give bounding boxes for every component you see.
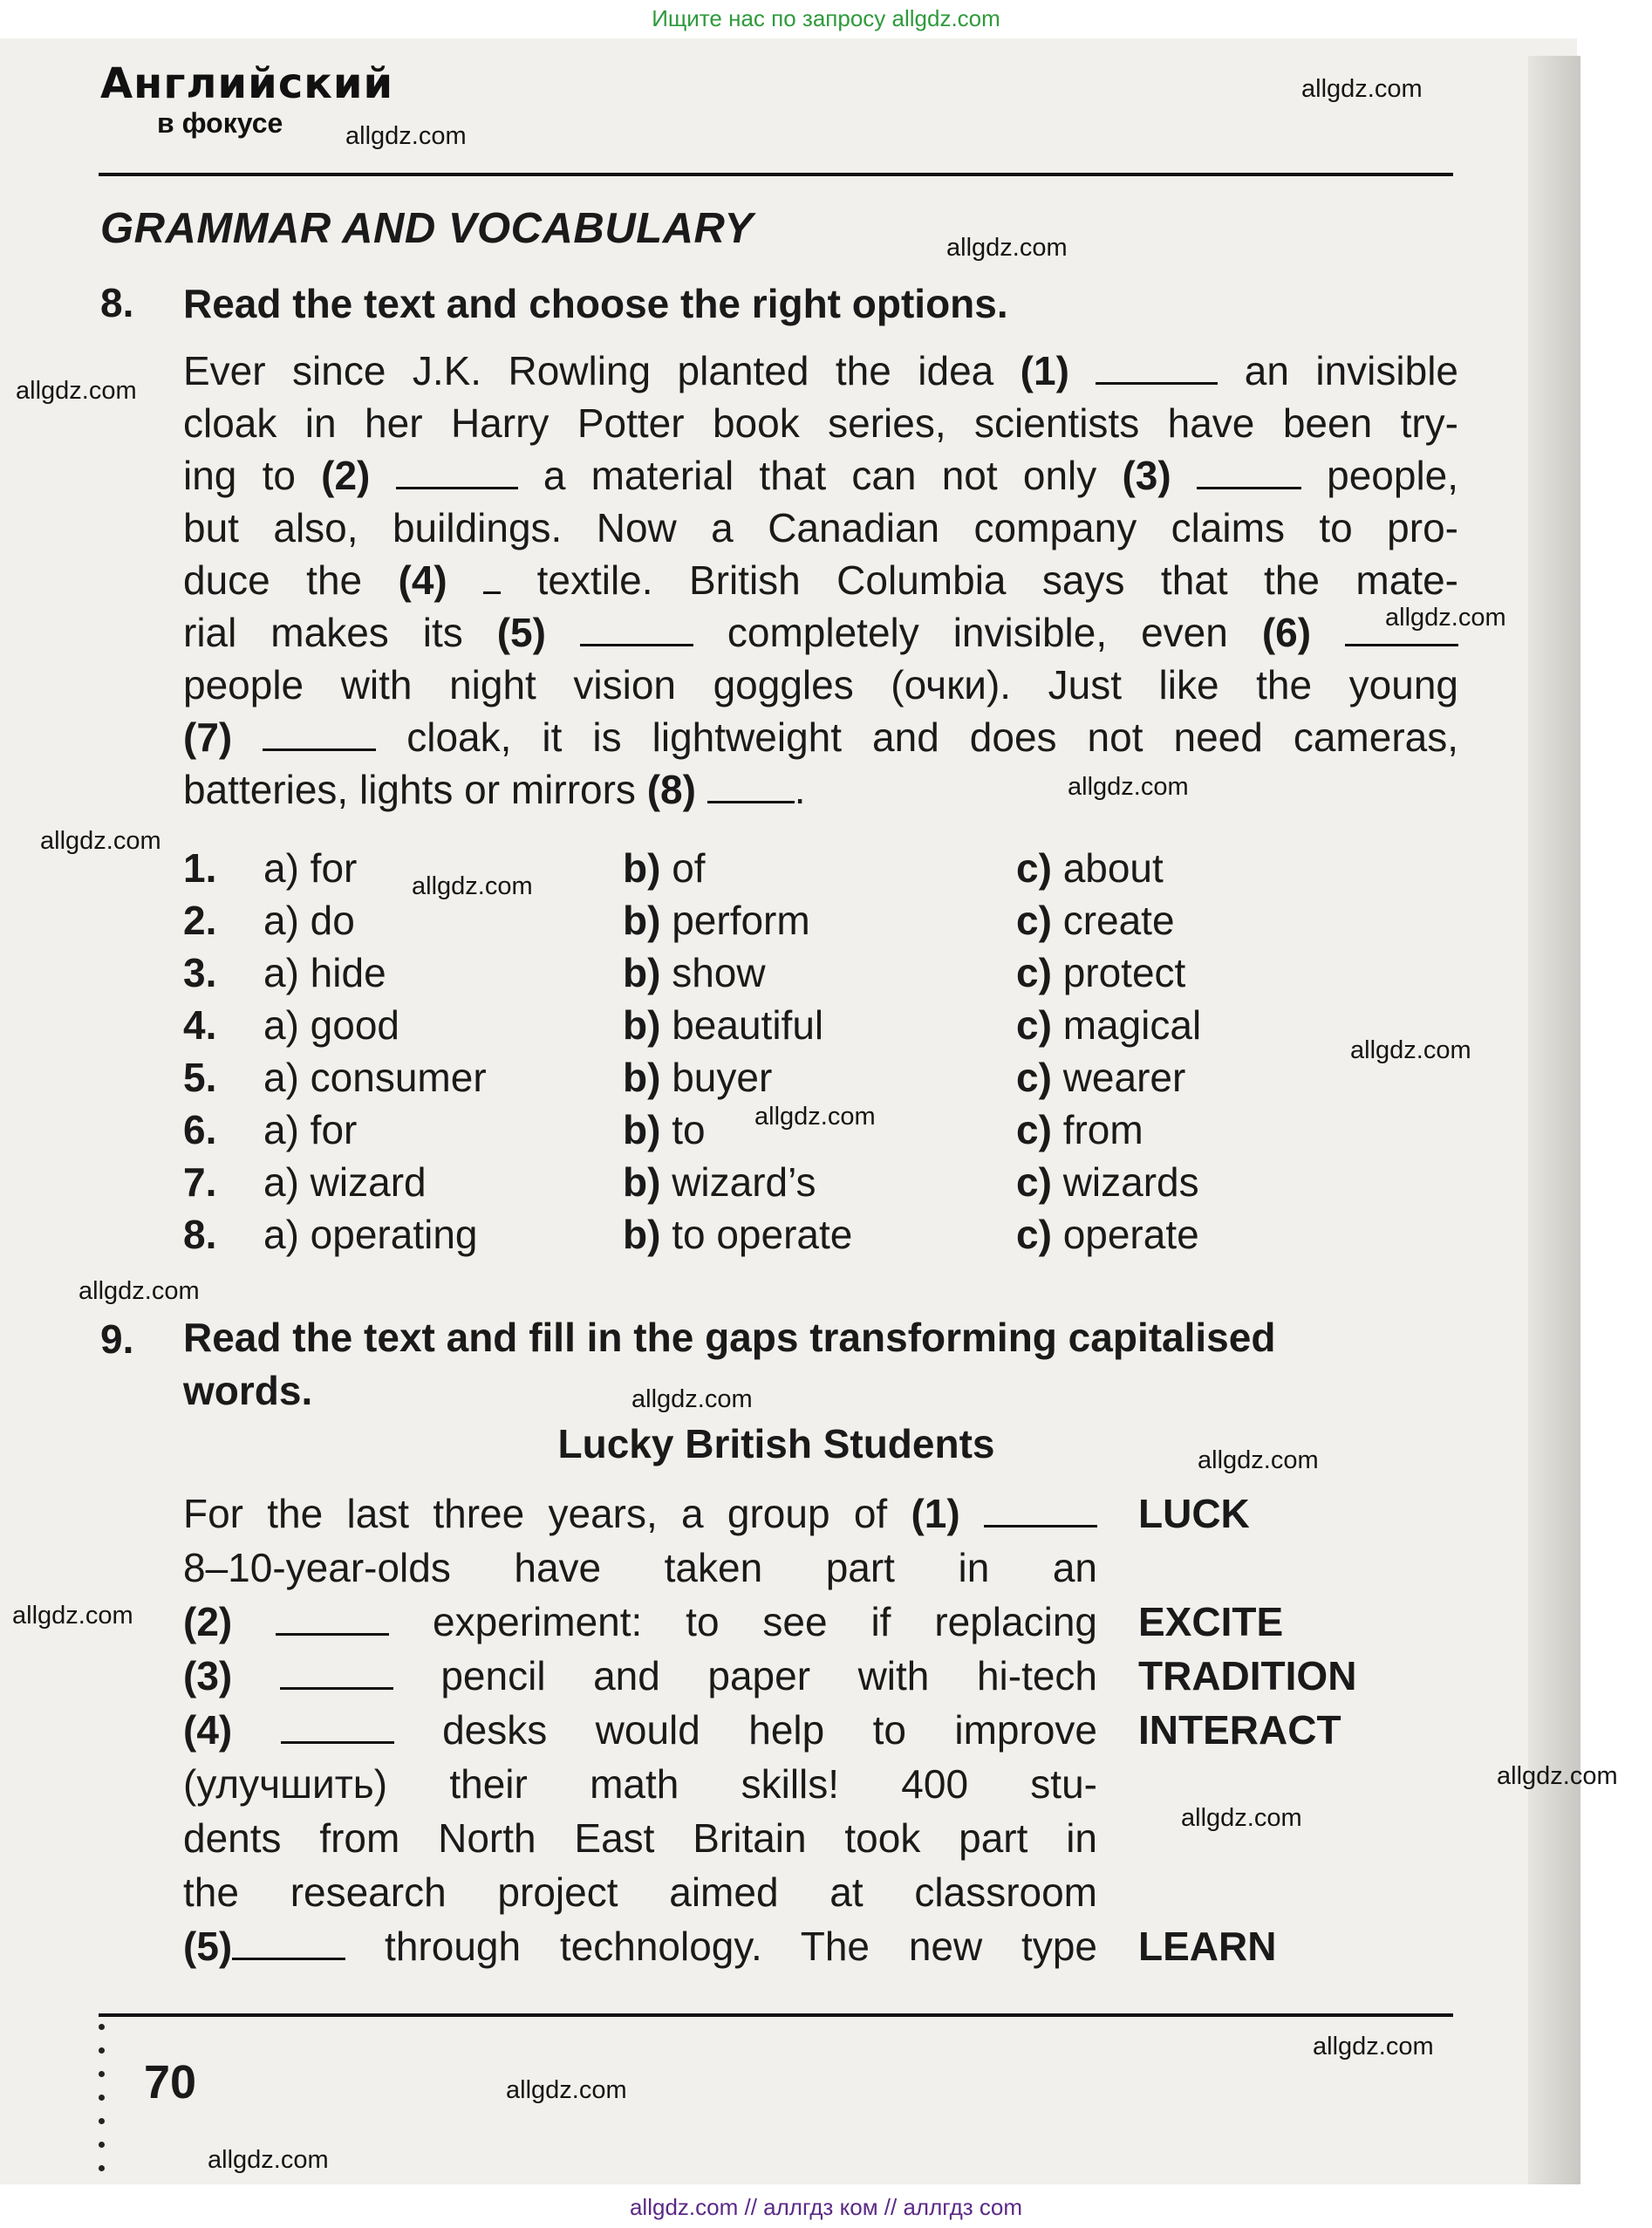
- watermark-text: allgdz.com: [40, 827, 161, 855]
- keyword-tradition: TRADITION: [1138, 1653, 1357, 1698]
- option-a[interactable]: a) for: [263, 845, 358, 891]
- task-9-text-line: (3) pencil and paper with hi-tech: [183, 1653, 1098, 1698]
- keyword-interact: INTERACT: [1138, 1707, 1341, 1753]
- option-a[interactable]: a) good: [263, 1002, 400, 1048]
- logo-subtitle: в фокусе: [157, 107, 283, 139]
- watermark-text: allgdz.com: [345, 122, 467, 150]
- task-8-text-line: rial makes its (5) completely invisible, even (6): [183, 609, 1458, 656]
- option-b[interactable]: b) beautiful: [623, 1002, 824, 1048]
- margin-dots: [99, 2024, 106, 2189]
- task-9-text-line: dents from North East Britain took part in: [183, 1815, 1097, 1861]
- watermark-text: allgdz.com: [412, 872, 533, 900]
- option-row-8: 8. a) operating b) to operate c) operate: [183, 1212, 1199, 1257]
- option-c[interactable]: c) about: [1016, 845, 1164, 891]
- bottom-rule: [99, 2013, 1453, 2017]
- watermark-text: allgdz.com: [1181, 1804, 1302, 1832]
- task-9-text-line: the research project aimed at classroom: [183, 1869, 1097, 1915]
- option-c[interactable]: c) wearer: [1016, 1055, 1186, 1100]
- task-8-title: Read the text and choose the right options.: [183, 281, 1008, 326]
- task-8-text-line: cloak in her Harry Potter book series, scientists have been try-: [183, 400, 1458, 446]
- option-c[interactable]: c) magical: [1016, 1002, 1202, 1048]
- option-a[interactable]: a) for: [263, 1107, 358, 1152]
- watermark-text: allgdz.com: [1385, 604, 1506, 632]
- task-9-text-line: For the last three years, a group of (1): [183, 1490, 1097, 1537]
- option-c[interactable]: c) operate: [1016, 1212, 1199, 1257]
- task-9-title-line2: words.: [183, 1368, 313, 1413]
- watermark-text: allgdz.com: [506, 2076, 627, 2104]
- task-8-text-line: batteries, lights or mirrors (8) .: [183, 767, 806, 812]
- option-row-2: 2. a) do b) perform c) create: [183, 898, 1175, 943]
- option-c[interactable]: c) from: [1016, 1107, 1143, 1152]
- keyword-excite: EXCITE: [1138, 1599, 1284, 1644]
- watermark-text: allgdz.com: [1313, 2033, 1434, 2061]
- watermark-text: allgdz.com: [631, 1385, 753, 1413]
- watermark-text: allgdz.com: [208, 2146, 329, 2174]
- top-rule: [99, 173, 1453, 176]
- page-number: 70: [144, 2056, 197, 2108]
- watermark-text: allgdz.com: [946, 234, 1068, 262]
- task-8-number: 8.: [100, 280, 134, 325]
- option-b[interactable]: b) buyer: [623, 1055, 773, 1100]
- option-row-7: 7. a) wizard b) wizard’s c) wizards: [183, 1159, 1199, 1205]
- option-row-1: 1. a) for b) of c) about: [183, 845, 1164, 891]
- option-a[interactable]: a) do: [263, 898, 355, 943]
- option-b[interactable]: b) perform: [623, 898, 810, 943]
- option-a[interactable]: a) consumer: [263, 1055, 487, 1100]
- watermark-text: allgdz.com: [1198, 1446, 1319, 1474]
- task-8-text-line: ing to (2) a material that can not only (3) people,: [183, 453, 1459, 498]
- task-9-text-line: (улучшить) their math skills! 400 stu-: [183, 1761, 1097, 1807]
- keyword-learn: LEARN: [1138, 1924, 1277, 1969]
- option-row-5: 5. a) consumer b) buyer c) wearer: [183, 1055, 1186, 1100]
- watermark-text: allgdz.com: [1301, 75, 1423, 103]
- watermark-text: allgdz.com: [12, 1602, 133, 1630]
- watermark-text: allgdz.com: [1350, 1036, 1471, 1064]
- page-gutter: [1528, 56, 1580, 2184]
- option-c[interactable]: c) protect: [1016, 950, 1186, 995]
- watermark-text: allgdz.com: [1068, 773, 1189, 801]
- option-row-4: 4. a) good b) beautiful c) magical: [183, 1002, 1202, 1048]
- option-b[interactable]: b) to operate: [623, 1212, 853, 1257]
- task-9-number: 9.: [100, 1316, 134, 1362]
- watermark-text: allgdz.com: [754, 1103, 876, 1131]
- task-9-text-line: (5) through technology. The new type: [183, 1924, 1097, 1969]
- watermark-text: allgdz.com: [79, 1277, 200, 1305]
- keyword-luck: LUCK: [1138, 1491, 1250, 1536]
- option-b[interactable]: b) wizard’s: [623, 1159, 816, 1205]
- option-c[interactable]: c) create: [1016, 898, 1175, 943]
- watermark-text: allgdz.com: [1497, 1762, 1618, 1790]
- option-a[interactable]: a) operating: [263, 1212, 478, 1257]
- top-banner: Ищите нас по запросу allgdz.com: [652, 5, 1000, 31]
- logo-title: Английский: [100, 59, 394, 108]
- task-9-text-line: 8–10-year-olds have taken part in an: [183, 1545, 1097, 1590]
- story-title: Lucky British Students: [557, 1421, 995, 1466]
- watermark-text: allgdz.com: [16, 377, 137, 405]
- option-b[interactable]: b) to: [623, 1107, 706, 1152]
- task-8-text-line: people with night vision goggles (очки). Just like the young: [183, 662, 1458, 707]
- task-8-text-line: duce the (4) textile. British Columbia says that the mate-: [183, 557, 1458, 603]
- option-a[interactable]: a) hide: [263, 950, 386, 995]
- option-b[interactable]: b) show: [623, 950, 766, 995]
- option-row-3: 3. a) hide b) show c) protect: [183, 950, 1186, 995]
- task-9-text-line: (4) desks would help to improve: [183, 1707, 1098, 1753]
- option-row-6: 6. a) for b) to c) from: [183, 1107, 1143, 1152]
- bottom-banner: allgdz.com // аллгдз ком // аллгдз com: [629, 2194, 1023, 2220]
- task-8-text-line: Ever since J.K. Rowling planted the idea (1) an invisible: [183, 348, 1458, 393]
- section-heading: GRAMMAR AND VOCABULARY: [100, 205, 754, 252]
- task-8-text-line: (7) cloak, it is lightweight and does not need cameras,: [183, 714, 1458, 760]
- task-9-title-line1: Read the text and fill in the gaps transforming capitalised: [183, 1315, 1276, 1360]
- option-b[interactable]: b) of: [623, 845, 706, 891]
- option-c[interactable]: c) wizards: [1016, 1159, 1199, 1205]
- task-9-text-line: (2) experiment: to see if replacing: [183, 1599, 1098, 1644]
- task-8-text-line: but also, buildings. Now a Canadian company claims to pro-: [183, 505, 1458, 550]
- option-a[interactable]: a) wizard: [263, 1159, 427, 1205]
